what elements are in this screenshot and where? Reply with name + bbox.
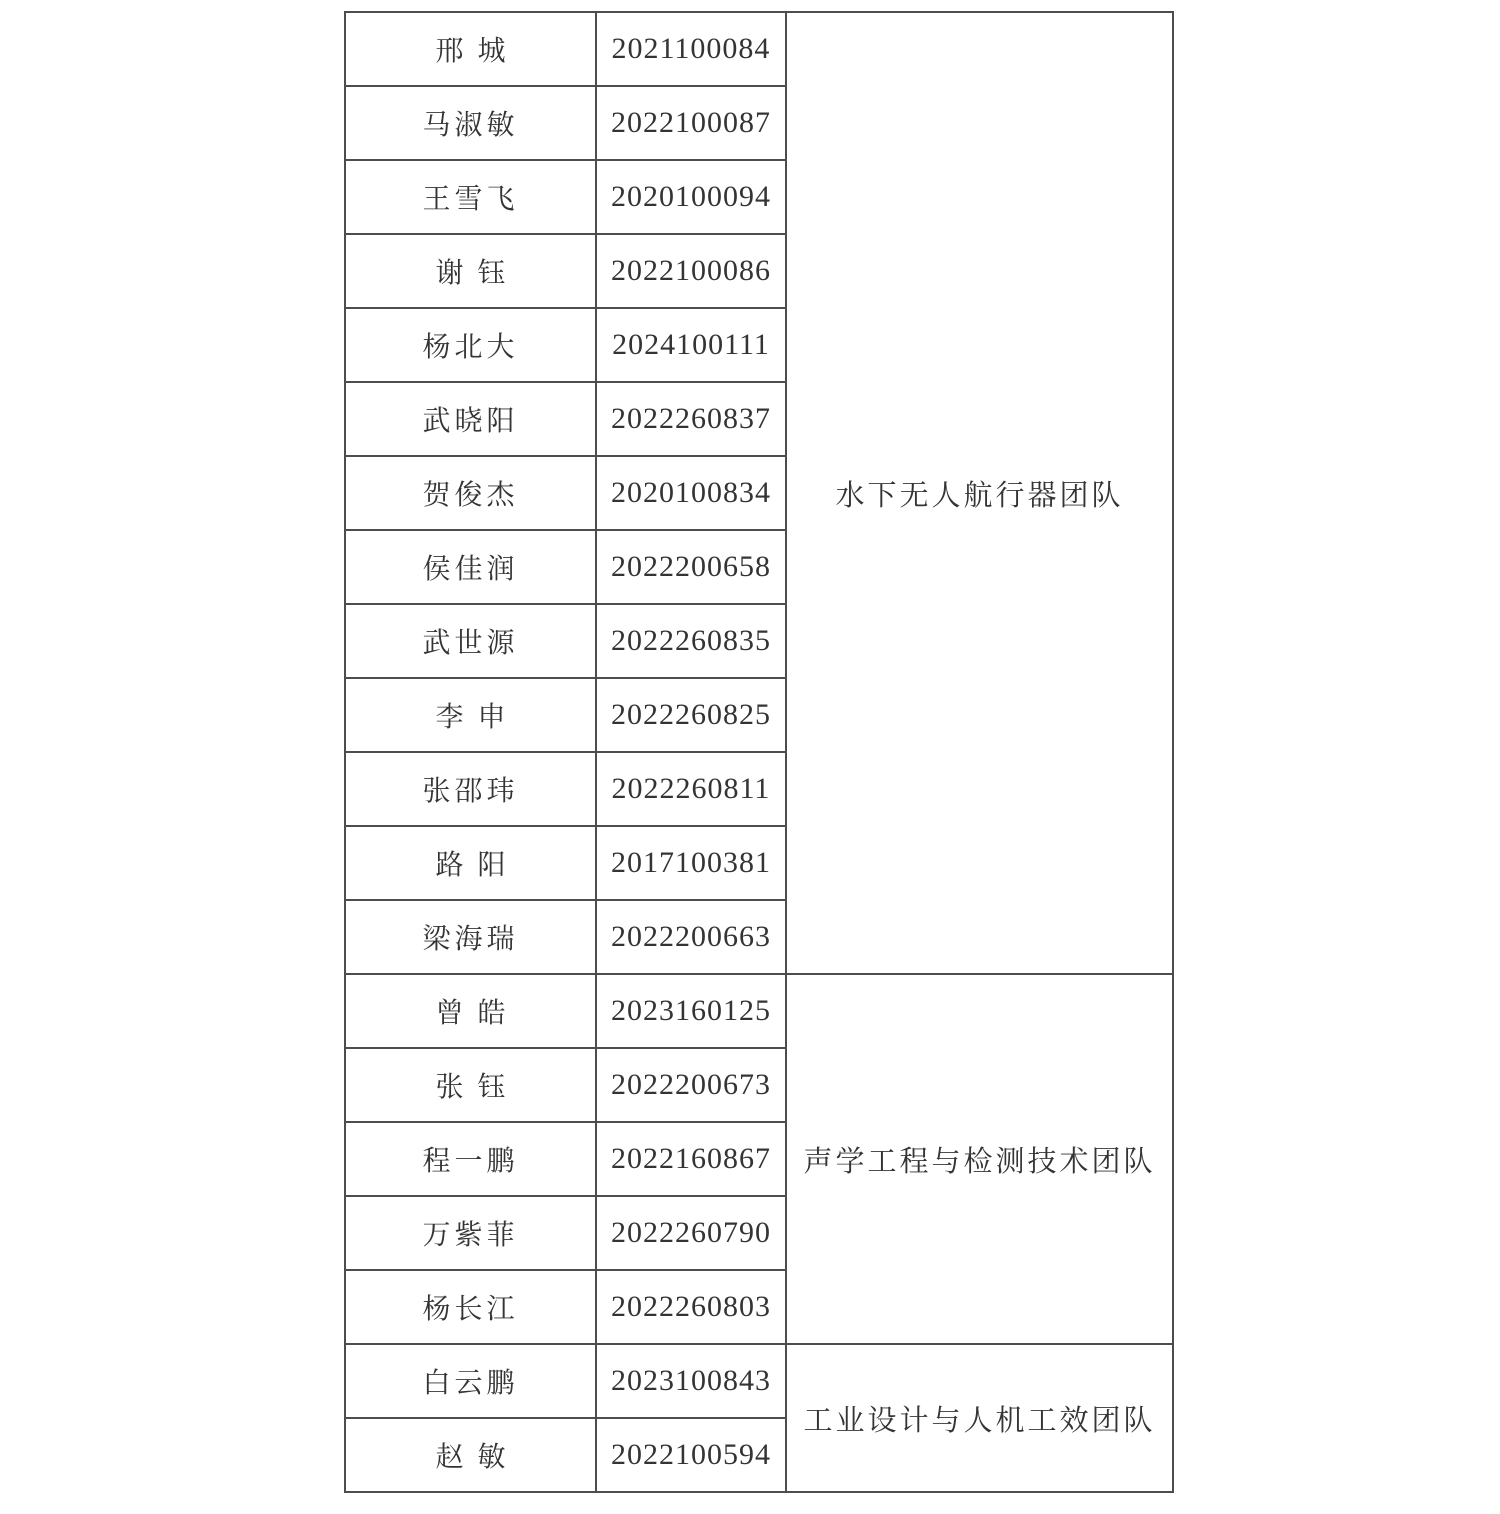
member-id-cell: 2022260837 xyxy=(596,382,786,456)
member-name-cell: 武晓阳 xyxy=(345,382,596,456)
member-name-cell: 赵敏 xyxy=(345,1418,596,1492)
member-name-cell: 曾皓 xyxy=(345,974,596,1048)
member-name-cell: 谢钰 xyxy=(345,234,596,308)
member-id-cell: 2022260835 xyxy=(596,604,786,678)
member-name-cell: 路阳 xyxy=(345,826,596,900)
member-id-cell: 2022260825 xyxy=(596,678,786,752)
member-id-cell: 2022200673 xyxy=(596,1048,786,1122)
member-id-cell: 2023160125 xyxy=(596,974,786,1048)
member-id-cell: 2022260790 xyxy=(596,1196,786,1270)
team-roster-table xyxy=(344,11,1174,1493)
member-id-cell: 2022100087 xyxy=(596,86,786,160)
member-name-cell: 贺俊杰 xyxy=(345,456,596,530)
member-name-cell: 杨长江 xyxy=(345,1270,596,1344)
member-name-cell: 武世源 xyxy=(345,604,596,678)
member-name-cell: 万紫菲 xyxy=(345,1196,596,1270)
member-id-cell: 2024100111 xyxy=(596,308,786,382)
team-name-cell: 声学工程与检测技术团队 xyxy=(786,974,1173,1344)
member-id-cell: 2022100086 xyxy=(596,234,786,308)
table-row xyxy=(345,12,1173,86)
member-name-cell: 杨北大 xyxy=(345,308,596,382)
member-id-cell: 2021100084 xyxy=(596,12,786,86)
team-name-cell: 工业设计与人机工效团队 xyxy=(786,1344,1173,1492)
member-name-cell: 程一鹏 xyxy=(345,1122,596,1196)
member-name-cell: 张邵玮 xyxy=(345,752,596,826)
member-id-cell: 2022100594 xyxy=(596,1418,786,1492)
member-name-cell: 白云鹏 xyxy=(345,1344,596,1418)
member-id-cell: 2020100834 xyxy=(596,456,786,530)
member-id-cell: 2022260803 xyxy=(596,1270,786,1344)
member-id-cell: 2022260811 xyxy=(596,752,786,826)
member-id-cell: 2023100843 xyxy=(596,1344,786,1418)
member-name-cell: 梁海瑞 xyxy=(345,900,596,974)
member-name-cell: 邢城 xyxy=(345,12,596,86)
member-name-cell: 张钰 xyxy=(345,1048,596,1122)
member-id-cell: 2022160867 xyxy=(596,1122,786,1196)
table-row xyxy=(345,974,1173,1048)
member-id-cell: 2020100094 xyxy=(596,160,786,234)
member-id-cell: 2022200663 xyxy=(596,900,786,974)
member-name-cell: 李申 xyxy=(345,678,596,752)
member-name-cell: 侯佳润 xyxy=(345,530,596,604)
table-row xyxy=(345,1344,1173,1418)
member-name-cell: 马淑敏 xyxy=(345,86,596,160)
member-id-cell: 2017100381 xyxy=(596,826,786,900)
member-name-cell: 王雪飞 xyxy=(345,160,596,234)
team-name-cell: 水下无人航行器团队 xyxy=(786,12,1173,974)
member-id-cell: 2022200658 xyxy=(596,530,786,604)
